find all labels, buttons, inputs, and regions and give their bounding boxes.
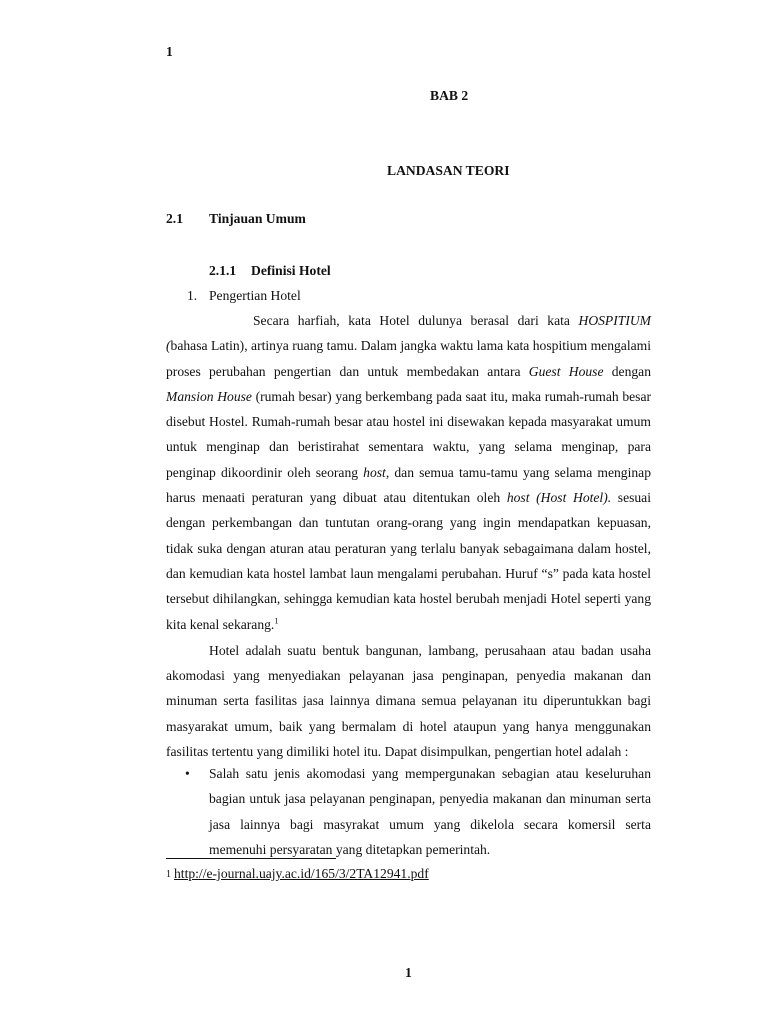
footnote — [166, 866, 429, 882]
term-mansion-house: Mansion House — [166, 388, 252, 404]
chapter-title: LANDASAN TEORI — [387, 163, 510, 178]
chapter-label: BAB 2 — [430, 88, 469, 103]
list-item-title: Pengertian Hotel — [209, 288, 301, 303]
term-guest-house: Guest House — [528, 363, 604, 379]
footnote-reference[interactable]: 1 — [274, 615, 279, 626]
list-item-marker: 1. — [187, 288, 198, 303]
section-number: 2.1 — [166, 211, 183, 226]
subsection-number: 2.1.1 — [209, 263, 237, 278]
bullet-list — [166, 761, 651, 862]
section-title: Tinjauan Umum — [209, 211, 306, 226]
footnote-divider — [166, 858, 336, 859]
list-item — [166, 761, 651, 862]
subsection-title: Definisi Hotel — [251, 263, 331, 278]
bullet-icon: • — [185, 766, 190, 781]
term-host: host, — [363, 464, 390, 480]
term-hospitium: HOSPITIUM ( — [166, 313, 651, 354]
header-page-number: 1 — [166, 44, 173, 59]
term-host-hotel: host (Host Hotel). — [506, 490, 612, 506]
paragraph-hostel-history: Secara harfiah, kata Hotel dulunya berasal dari kata HOSPITIUM (bahasa Latin), artinya ruang tamu. Dalam jangka waktu lama kata hospitium mengalami proses perubahan pengertian dan untuk membedakan antara Guest House dengan Mansion House (rumah besar) yang berkembang pada saat itu, maka rumah-rumah besar disebut Hostel. Rumah-rumah besar atau hostel ini disewakan kepada masyarakat umum untuk menginap dan beristirahat sementara waktu, yang selama menginap, para penginap dikoordinir oleh seorang host, dan semua tamu-tamu yang selama menginap harus menaati peraturan yang dibuat atau ditentukan oleh host (Host Hotel). sesuai dengan perkembangan dan tuntutan orang-orang yang ingin mendapatkan kepuasan, tidak suka dengan aturan atau peraturan yang terlalu banyak sebagaimana dalam hostel, dan kemudian kata hostel lambat laun mengalami perubahan. Huruf “s” pada kata hostel tersebut dihilangkan, sehingga kemudian kata hostel berubah menjadi Hotel seperti yang kita kenal sekarang.$^1$ — [166, 313, 652, 632]
footer-page-number: 1 — [405, 965, 412, 980]
body-text — [166, 308, 651, 764]
list-item-heading — [187, 288, 301, 304]
footnote-marker: 1 — [166, 869, 171, 880]
section-heading — [166, 211, 306, 227]
bullet-text: Salah satu jenis akomodasi yang mempergunakan sebagian atau keseluruhan bagian untuk jasa pelayanan penginapan, penyedia makanan dan minuman serta jasa lainnya bagi masyrakat umum yang dikelola secara komersil serta memenuhi persyaratan yang ditetapkan pemerintah. — [209, 766, 651, 857]
subsection-heading — [209, 263, 331, 279]
footnote-link[interactable]: http://e-journal.uajy.ac.id/165/3/2TA12941.pdf — [174, 866, 429, 881]
paragraph-hotel-definition: Hotel adalah suatu bentuk bangunan, lambang, perusahaan atau badan usaha akomodasi yang menyediakan pelayanan jasa penginapan, penyedia makanan dan minuman serta fasilitas jasa lainnya dimana semua pelayanan itu diperuntukkan bagi masyarakat umum, baik yang bermalam di hotel ataupun yang hanya menggunakan fasilitas tertentu yang dimiliki hotel itu. Dapat disimpulkan, pengertian hotel adalah : — [166, 642, 651, 760]
